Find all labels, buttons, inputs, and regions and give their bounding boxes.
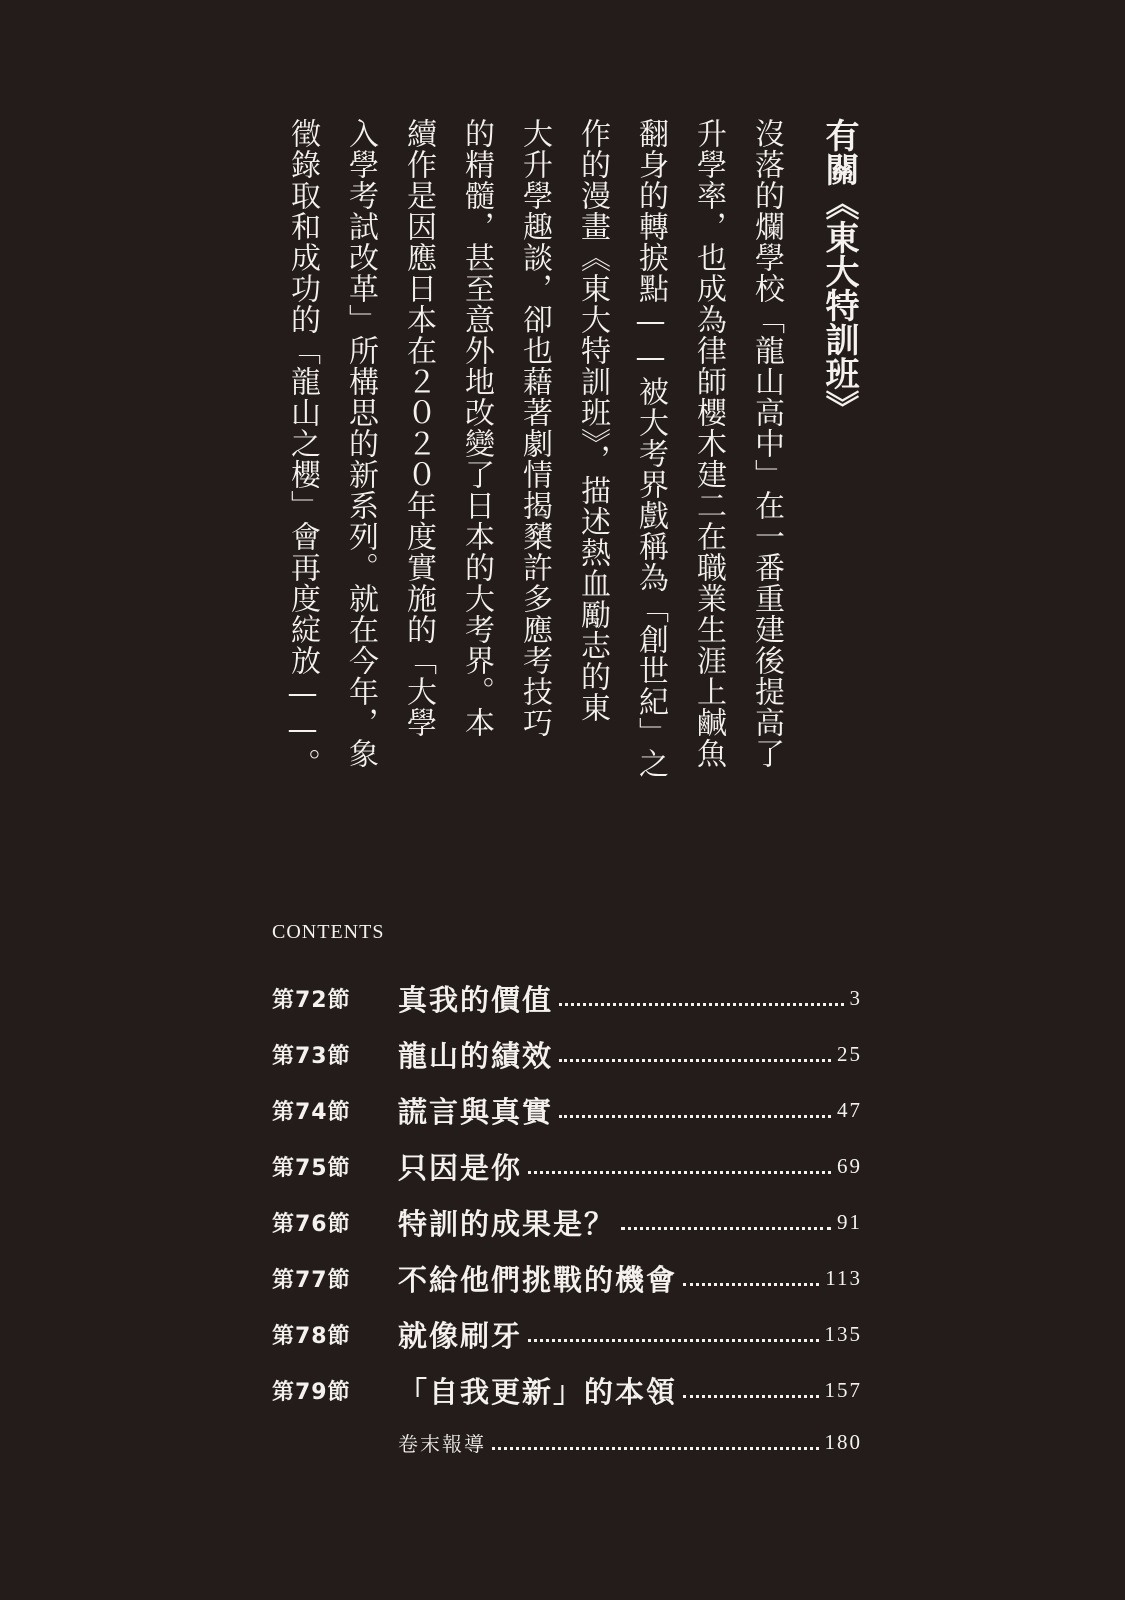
toc-entry[interactable] (272, 1026, 862, 1082)
page-number: 180 (824, 1429, 862, 1454)
leader-dots (492, 1447, 819, 1450)
toc-entry[interactable] (272, 1138, 862, 1194)
leader-dots (621, 1227, 831, 1230)
leader-dots (559, 1059, 831, 1062)
page-number: 69 (837, 1153, 862, 1178)
page-number: 113 (825, 1265, 862, 1290)
chapter-number: 第72節 (272, 987, 351, 1013)
chapter-number: 第78節 (272, 1323, 351, 1349)
chapter-number: 第76節 (272, 1211, 351, 1237)
intro-column: 續作是因應日本在２０２０年度實施的「大學 (401, 118, 436, 738)
table-of-contents (272, 970, 862, 1462)
chapter-title: 龍山的績效 (398, 1038, 554, 1073)
chapter-number: 第74節 (272, 1099, 351, 1125)
chapter-title: 真我的價值 (398, 982, 554, 1017)
leader-dots (559, 1115, 831, 1118)
intro-column: 升學率，也成為律師櫻木建二在職業生涯上鹹魚 (691, 118, 726, 769)
leader-dots (528, 1171, 831, 1174)
leader-dots (559, 1003, 843, 1006)
leader-dots (683, 1395, 818, 1398)
chapter-title: 特訓的成果是？ (398, 1206, 616, 1241)
intro-column: 大升學趣談，卻也藉著劇情揭櫫許多應考技巧 (517, 118, 552, 738)
chapter-title: 「自我更新」的本領 (398, 1374, 678, 1409)
chapter-title: 就像刷牙 (398, 1318, 523, 1353)
intro-column: 徵錄取和成功的「龍山之櫻」會再度綻放——。 (285, 118, 320, 779)
toc-entry[interactable] (272, 1250, 862, 1306)
toc-entry[interactable] (272, 1194, 862, 1250)
intro-title: 有關《東大特訓班》 (819, 118, 859, 424)
intro-column: 作的漫畫《東大特訓班》，描述熱血勵志的東 (575, 118, 610, 723)
leader-dots (683, 1283, 819, 1286)
intro-column: 的精髓，甚至意外地改變了日本的大考界。本 (459, 118, 494, 738)
page-number: 135 (824, 1321, 862, 1346)
intro-text (273, 118, 795, 798)
toc-entry[interactable] (272, 1306, 862, 1362)
toc-entry[interactable] (272, 970, 862, 1026)
chapter-number: 第79節 (272, 1379, 351, 1405)
chapter-title: 不給他們挑戰的機會 (398, 1262, 678, 1297)
extra-title: 卷末報導 (398, 1431, 486, 1456)
contents-heading: CONTENTS (272, 921, 385, 943)
intro-column: 翻身的轉捩點——被大考界戲稱為「創世紀」之 (633, 118, 668, 779)
toc-entry[interactable] (272, 1082, 862, 1138)
chapter-title: 謊言與真實 (398, 1094, 554, 1129)
chapter-number: 第75節 (272, 1155, 351, 1181)
toc-entry[interactable] (272, 1362, 862, 1418)
toc-entry-extra[interactable] (272, 1422, 862, 1462)
chapter-number: 第73節 (272, 1043, 351, 1069)
chapter-number: 第77節 (272, 1267, 351, 1293)
page-number: 157 (824, 1377, 862, 1402)
leader-dots (528, 1339, 818, 1342)
page-number: 25 (837, 1041, 862, 1066)
intro-column: 沒落的爛學校「龍山高中」在一番重建後提高了 (749, 118, 784, 769)
intro-column: 入學考試改革」所構思的新系列。就在今年，象 (343, 118, 378, 769)
page-number: 3 (849, 985, 862, 1010)
page-number: 91 (837, 1209, 862, 1234)
page-number: 47 (837, 1097, 862, 1122)
chapter-title: 只因是你 (398, 1150, 523, 1185)
